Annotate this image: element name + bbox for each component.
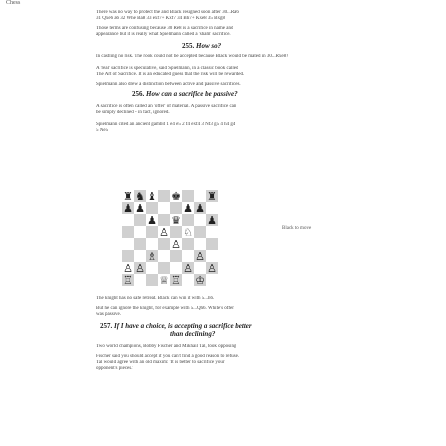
chess-piece-icon: ♖ bbox=[123, 274, 133, 286]
board-square bbox=[194, 190, 206, 202]
board-square bbox=[134, 274, 146, 286]
chess-piece-icon: ♟ bbox=[135, 202, 145, 215]
text-line: appearance but it is really what Spielmann called a 'sham' sacrifice. bbox=[96, 32, 231, 37]
text-line: In castling no risk. The rook could not be accepted because Black would be mated in 30...Rxe8? bbox=[96, 54, 289, 59]
chess-piece-icon: ♙ bbox=[123, 262, 133, 275]
text-line: opponent's pieces.' bbox=[96, 366, 134, 371]
text-line: 31 Qxe6 a6 32 Whe Ba8 33 exf7+ Kxf7 34 Bh7+ Kxe8 35 Bxg8 bbox=[96, 16, 226, 21]
chess-piece-icon: ♞ bbox=[135, 190, 145, 203]
text-line: A 'real' sacrifice is speculative, said Spielmann, in a classic book called bbox=[96, 66, 239, 71]
section-heading-257 bbox=[100, 322, 252, 330]
chess-piece-icon: ♙ bbox=[159, 226, 169, 239]
diagram-caption: Black to move bbox=[282, 226, 312, 231]
board-square bbox=[146, 274, 158, 286]
board-square bbox=[146, 202, 158, 214]
text-line: Those terms are confusing because 30 Re8 is a sacrifice in name and bbox=[96, 26, 234, 31]
chess-piece-icon: ♙ bbox=[171, 238, 181, 251]
chess-piece-icon: ♗ bbox=[147, 250, 157, 263]
chess-piece-icon: ♙ bbox=[195, 250, 205, 263]
board-square bbox=[206, 226, 218, 238]
text-line: The Art of Sacrifice. It is an educated guess that the risk will be rewarded. bbox=[96, 72, 245, 77]
chess-diagram bbox=[122, 190, 218, 286]
board-square bbox=[122, 238, 134, 250]
text-line: Spielmann cited an ancient gambit 1 e4 e5 2 f4 exf4 3 Nf3 g5 4 h4 g4 bbox=[96, 122, 236, 127]
heading-title: How can a sacrifice be passive? bbox=[146, 90, 238, 98]
board-square bbox=[194, 262, 206, 274]
chess-piece-icon: ♟ bbox=[207, 214, 217, 227]
text-line: Tal would agree with an old maxim: 'It is better to sacrifice your bbox=[96, 360, 225, 365]
text-line: A sacrifice is often called an 'offer' of material. A passive sacrifice can bbox=[96, 104, 237, 109]
board-square bbox=[182, 214, 194, 226]
chess-piece-icon: ♝ bbox=[147, 190, 157, 203]
section-heading-255 bbox=[182, 42, 221, 50]
text-line: Two world champions, Bobby Fischer and Mikhail Tal, took opposing bbox=[96, 344, 237, 349]
board-square bbox=[206, 202, 218, 214]
text-line: There was no way to protect the and Black resigned soon after 30...Ra6 bbox=[96, 10, 239, 15]
board-square bbox=[158, 262, 170, 274]
chess-piece-icon: ♚ bbox=[171, 190, 181, 203]
chess-piece-icon: ♟ bbox=[195, 202, 205, 215]
chess-piece-icon: ♕ bbox=[159, 274, 169, 286]
board-square bbox=[146, 238, 158, 250]
text-line: Spielmann also drew a distinction between active and passive sacrifices. bbox=[96, 82, 241, 87]
board-square bbox=[182, 274, 194, 286]
text-line: was passive. bbox=[96, 312, 121, 317]
board-square bbox=[194, 238, 206, 250]
section-heading-257-cont: than declining? bbox=[170, 330, 216, 338]
text-line: The knight has no safe retreat. Black can win it with 5...h6. bbox=[96, 296, 215, 301]
board-square bbox=[206, 274, 218, 286]
chess-piece-icon: ♔ bbox=[195, 274, 205, 286]
chess-piece-icon: ♙ bbox=[183, 262, 193, 275]
board-square bbox=[158, 202, 170, 214]
board-square bbox=[146, 226, 158, 238]
chess-piece-icon: ♙ bbox=[207, 262, 217, 275]
board-square bbox=[182, 238, 194, 250]
board-square bbox=[206, 238, 218, 250]
board-square bbox=[206, 250, 218, 262]
chess-piece-icon: ♖ bbox=[171, 274, 181, 286]
running-header: Chess bbox=[6, 0, 21, 6]
board-square bbox=[134, 226, 146, 238]
board-square bbox=[170, 262, 182, 274]
chess-piece-icon: ♟ bbox=[123, 202, 133, 215]
board-square bbox=[194, 226, 206, 238]
chess-piece-icon: ♜ bbox=[207, 190, 217, 203]
board-square bbox=[158, 214, 170, 226]
chess-piece-icon: ♟ bbox=[183, 202, 193, 215]
heading-title: How so? bbox=[196, 42, 222, 50]
chess-piece-icon: ♟ bbox=[147, 214, 157, 227]
board-square bbox=[134, 238, 146, 250]
chess-piece-icon: ♘ bbox=[183, 226, 193, 239]
text-line: be simply declined - in fact, ignored. bbox=[96, 110, 170, 115]
board-square bbox=[182, 190, 194, 202]
heading-number: 255. bbox=[182, 42, 195, 50]
chess-piece-icon: ♙ bbox=[135, 262, 145, 275]
chess-piece-icon: ♜ bbox=[123, 190, 133, 203]
board-square bbox=[122, 214, 134, 226]
heading-title: If I have a choice, is accepting a sacrifice better bbox=[114, 322, 252, 330]
board-square bbox=[146, 262, 158, 274]
section-heading-256 bbox=[132, 90, 238, 98]
board-square bbox=[122, 226, 134, 238]
board-square bbox=[122, 250, 134, 262]
board-square bbox=[194, 214, 206, 226]
text-line: 5 Ne5 bbox=[96, 128, 109, 133]
board-square bbox=[170, 250, 182, 262]
text-line: Fischer said you should accept if you can't find a good reason to refuse. bbox=[96, 354, 240, 359]
text-line: But he can ignore the knight, for example with 5...Qh6. White's offer bbox=[96, 306, 234, 311]
board-square bbox=[158, 238, 170, 250]
heading-number: 256. bbox=[132, 90, 145, 98]
board-square bbox=[170, 202, 182, 214]
board-square bbox=[158, 190, 170, 202]
board-square bbox=[182, 250, 194, 262]
board-square bbox=[158, 250, 170, 262]
board-square bbox=[134, 214, 146, 226]
board-square bbox=[134, 250, 146, 262]
board-square bbox=[170, 226, 182, 238]
heading-number: 257. bbox=[100, 322, 113, 330]
chess-piece-icon: ♛ bbox=[171, 214, 181, 227]
